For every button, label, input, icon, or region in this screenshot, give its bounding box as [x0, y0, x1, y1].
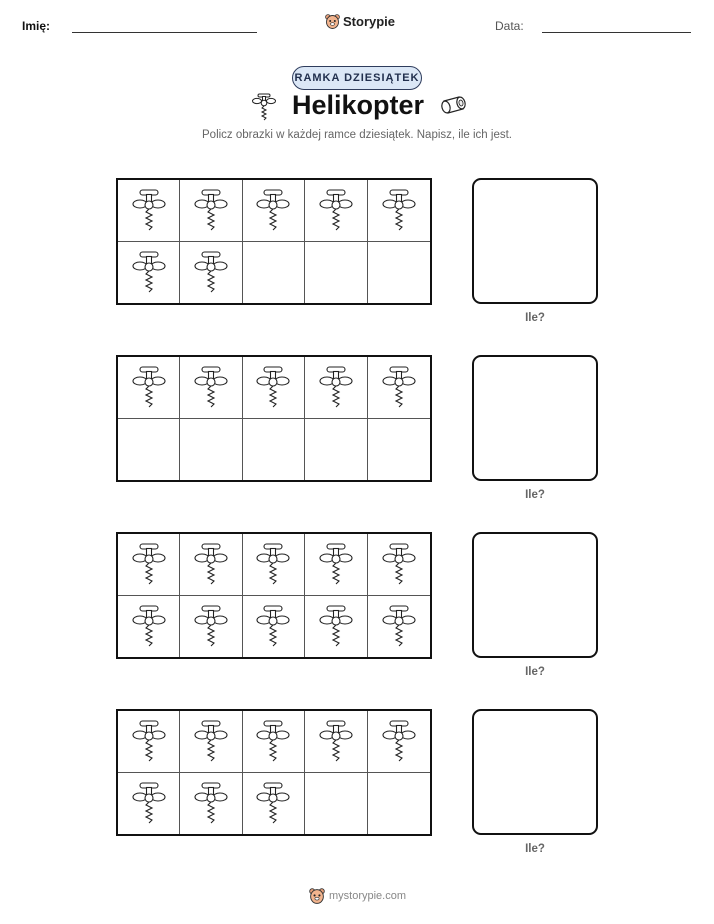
ten-frame-cell [180, 711, 242, 773]
corkscrew-icon [132, 249, 166, 295]
corkscrew-icon [319, 541, 353, 587]
corkscrew-icon [382, 603, 416, 649]
corkscrew-icon [252, 92, 276, 122]
ten-frame-cell [180, 419, 242, 481]
answer-box[interactable] [472, 709, 598, 835]
ten-frame-cell [305, 534, 367, 596]
corkscrew-icon [256, 541, 290, 587]
ten-frame-cell [243, 419, 305, 481]
ten-frame-cell [243, 534, 305, 596]
corkscrew-icon [382, 718, 416, 764]
corkscrew-icon [132, 780, 166, 826]
corkscrew-icon [194, 603, 228, 649]
category-badge: RAMKA DZIESIĄTEK [292, 66, 422, 90]
ten-frame-cell [118, 773, 180, 835]
brand-logo [325, 13, 395, 30]
corkscrew-icon [132, 603, 166, 649]
ten-frame-cell [305, 773, 367, 835]
ten-frame-cell [243, 180, 305, 242]
corkscrew-icon [319, 187, 353, 233]
ten-frame-cell [180, 357, 242, 419]
ten-frame-cell [305, 419, 367, 481]
ten-frame-cell [118, 242, 180, 304]
corkscrew-icon [132, 187, 166, 233]
ten-frame-cell [368, 180, 430, 242]
mascot-icon [309, 887, 325, 905]
name-write-line[interactable] [72, 32, 257, 33]
ten-frame [116, 532, 432, 659]
name-label: Imię: [22, 19, 51, 33]
ten-frame-cell [243, 357, 305, 419]
answer-box[interactable] [472, 178, 598, 304]
ten-frame-cell [118, 357, 180, 419]
ten-frame-cell [180, 773, 242, 835]
corkscrew-icon [256, 603, 290, 649]
answer-box[interactable] [472, 532, 598, 658]
ten-frame-cell [243, 242, 305, 304]
ten-frame-cell [368, 711, 430, 773]
ten-frame-cell [243, 596, 305, 658]
footer [309, 887, 406, 905]
ten-frame-cell [368, 357, 430, 419]
corkscrew-icon [319, 364, 353, 410]
ten-frame-cell [118, 180, 180, 242]
corkscrew-icon [256, 718, 290, 764]
corkscrew-icon [256, 187, 290, 233]
corkscrew-icon [382, 541, 416, 587]
count-question: Ile? [525, 489, 545, 501]
corkscrew-icon [319, 718, 353, 764]
corkscrew-icon [194, 541, 228, 587]
ten-frame-cell [118, 596, 180, 658]
date-write-line[interactable] [542, 32, 691, 33]
ten-frame-cell [180, 596, 242, 658]
ten-frame-cell [305, 180, 367, 242]
corkscrew-icon [194, 718, 228, 764]
ten-frame-cell [305, 357, 367, 419]
ten-frame-cell [368, 242, 430, 304]
ten-frame-cell [180, 534, 242, 596]
corkscrew-icon [382, 187, 416, 233]
answer-box[interactable] [472, 355, 598, 481]
corkscrew-icon [132, 541, 166, 587]
date-label: Data: [495, 19, 524, 33]
corkscrew-icon [132, 364, 166, 410]
ten-frame-cell [243, 773, 305, 835]
ten-frame-cell [368, 419, 430, 481]
ten-frame-cell [118, 534, 180, 596]
ten-frame-cell [305, 242, 367, 304]
ten-frame [116, 355, 432, 482]
corkscrew-icon [319, 603, 353, 649]
page-title: Helikopter [292, 90, 425, 120]
count-question: Ile? [525, 666, 545, 678]
ten-frame-cell [243, 711, 305, 773]
ten-frame-cell [305, 596, 367, 658]
ten-frame-cell [118, 419, 180, 481]
mascot-icon [325, 13, 340, 30]
ten-frame-cell [368, 534, 430, 596]
corkscrew-icon [194, 249, 228, 295]
cylinder-icon [439, 95, 467, 117]
ten-frame [116, 178, 432, 305]
ten-frame-cell [368, 596, 430, 658]
corkscrew-icon [194, 364, 228, 410]
corkscrew-icon [256, 364, 290, 410]
ten-frame-cell [368, 773, 430, 835]
corkscrew-icon [132, 718, 166, 764]
instructions-text: Policz obrazki w każdej ramce dziesiątek. Napisz, ile ich jest. [202, 129, 512, 141]
ten-frame [116, 709, 432, 836]
count-question: Ile? [525, 843, 545, 855]
ten-frame-cell [305, 711, 367, 773]
ten-frame-cell [180, 180, 242, 242]
ten-frame-cell [118, 711, 180, 773]
corkscrew-icon [194, 187, 228, 233]
brand-name: Storypie [343, 14, 396, 29]
ten-frame-cell [180, 242, 242, 304]
corkscrew-icon [194, 780, 228, 826]
corkscrew-icon [256, 780, 290, 826]
footer-url[interactable]: mystorypie.com [329, 890, 407, 902]
count-question: Ile? [525, 312, 545, 324]
corkscrew-icon [382, 364, 416, 410]
